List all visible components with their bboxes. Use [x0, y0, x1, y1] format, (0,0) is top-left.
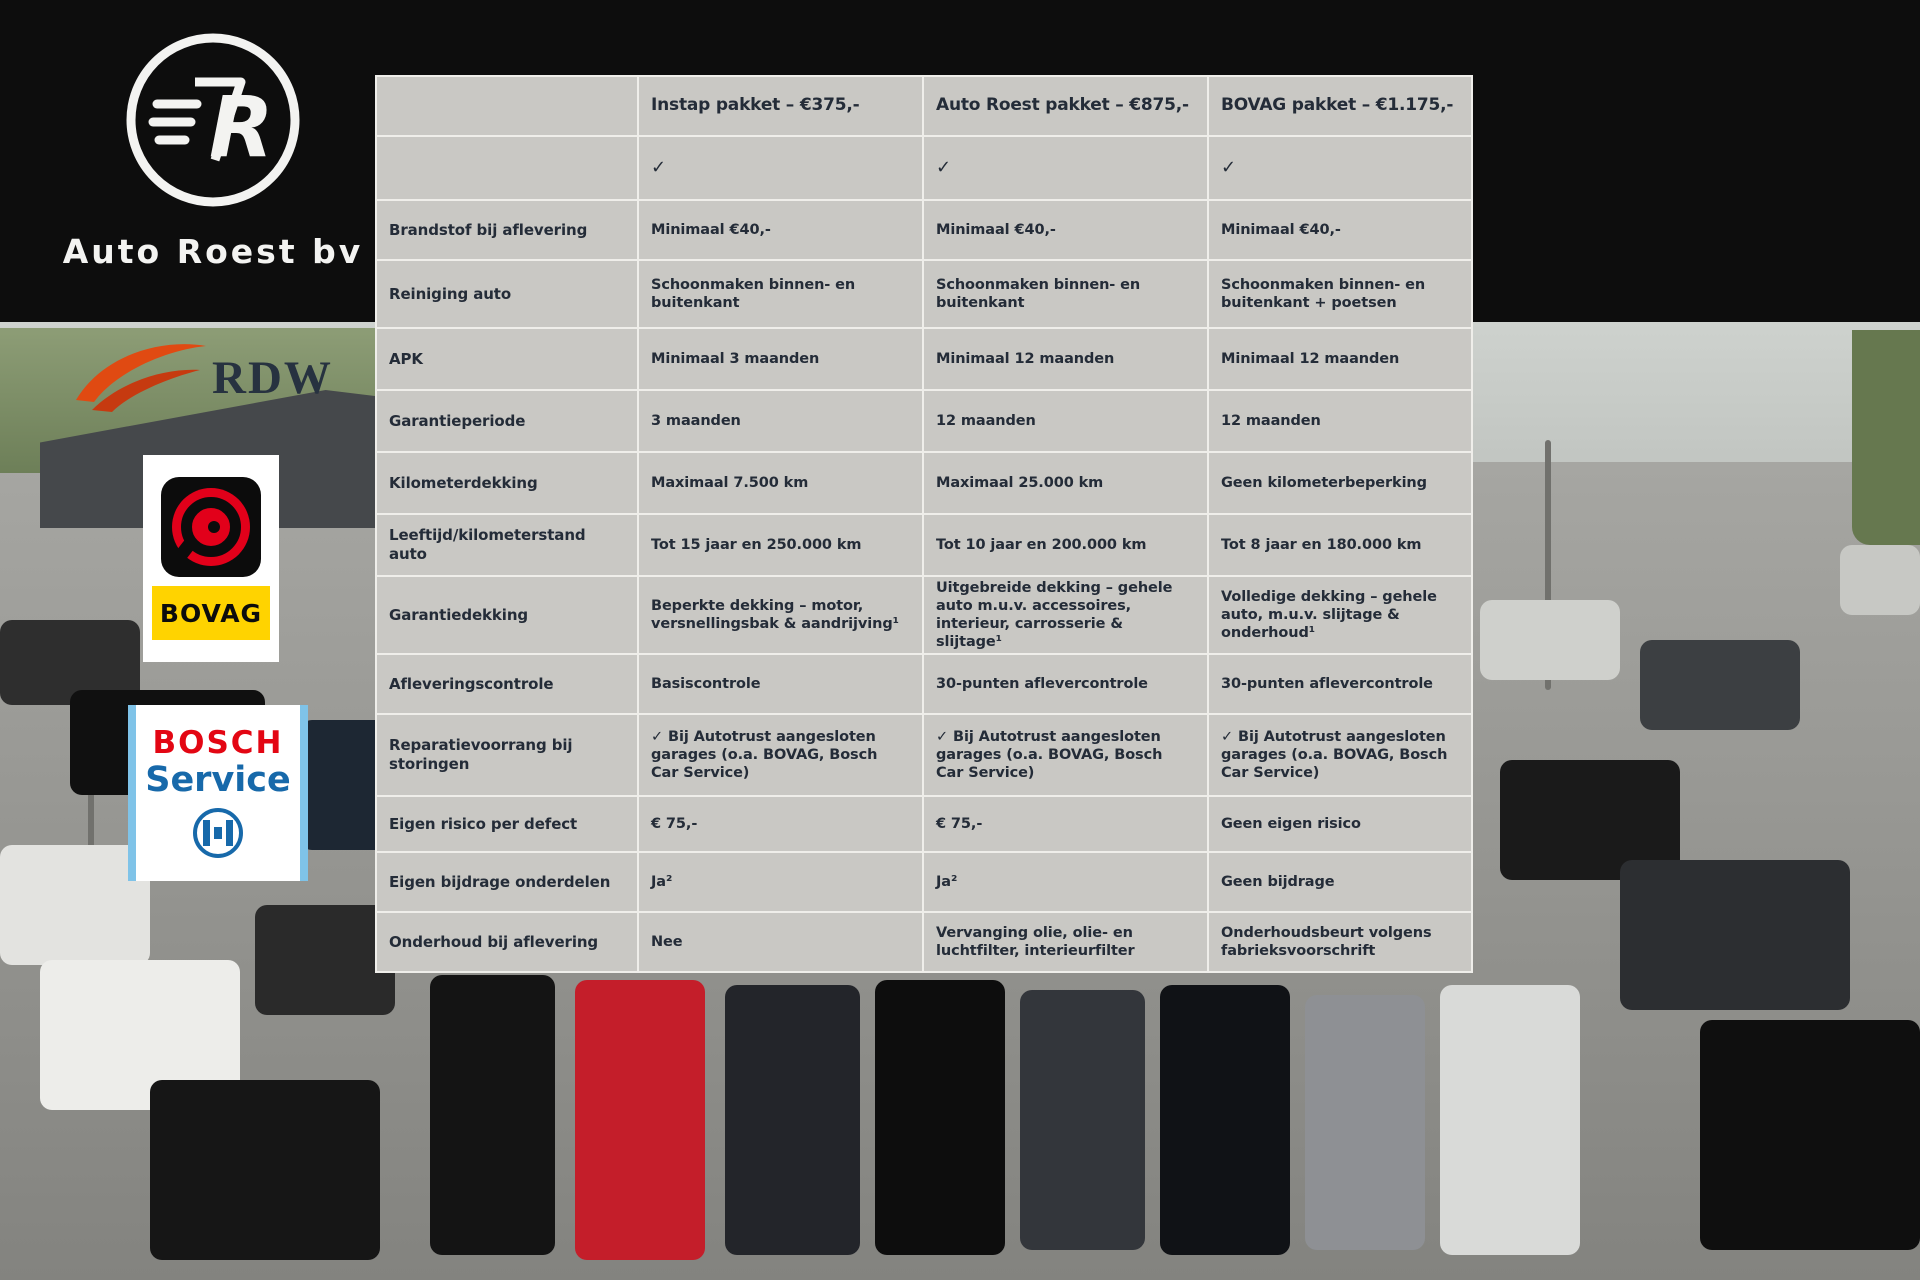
bosch-service-logo	[128, 705, 308, 881]
table-cell: Tot 10 jaar en 200.000 km	[924, 515, 1209, 577]
brand-name: Auto Roest bv	[62, 232, 364, 271]
corner-cell	[377, 77, 639, 137]
row-label: Garantieperiode	[377, 391, 639, 453]
car-shape	[1620, 860, 1850, 1010]
row-label: Onderhoud bij aflevering	[377, 913, 639, 973]
table-cell: Minimaal €40,-	[639, 201, 924, 261]
table-cell: 3 maanden	[639, 391, 924, 453]
table-row	[377, 797, 1473, 853]
table-cell: ✓	[1209, 137, 1473, 201]
table-row	[377, 453, 1473, 515]
auto-roest-brand	[52, 24, 374, 271]
table-cell: Volledige dekking – gehele auto, m.u.v. slijtage & onderhoud¹	[1209, 577, 1473, 655]
table-cell: Geen kilometerbeperking	[1209, 453, 1473, 515]
table-cell: € 75,-	[924, 797, 1209, 853]
car-shape	[1480, 600, 1620, 680]
row-label: Afleveringscontrole	[377, 655, 639, 715]
row-label: Brandstof bij aflevering	[377, 201, 639, 261]
car-shape	[875, 980, 1005, 1255]
row-label: Reparatievoorrang bij storingen	[377, 715, 639, 797]
row-label: Reiniging auto	[377, 261, 639, 329]
table-row	[377, 201, 1473, 261]
table-cell: ✓ Bij Autotrust aangesloten garages (o.a. BOVAG, Bosch Car Service)	[924, 715, 1209, 797]
table-row	[377, 853, 1473, 913]
car-shape	[1840, 545, 1920, 615]
bovag-logo	[143, 455, 279, 662]
table-cell: Maximaal 25.000 km	[924, 453, 1209, 515]
row-label	[377, 137, 639, 201]
table-cell: 12 maanden	[924, 391, 1209, 453]
table-cell: Minimaal €40,-	[1209, 201, 1473, 261]
table-cell: ✓ Bij Autotrust aangesloten garages (o.a. BOVAG, Bosch Car Service)	[639, 715, 924, 797]
bosch-armature-icon	[193, 808, 243, 858]
bovag-emblem-icon	[161, 477, 261, 577]
table-cell: ✓ Bij Autotrust aangesloten garages (o.a. BOVAG, Bosch Car Service)	[1209, 715, 1473, 797]
rdw-logo	[72, 336, 333, 420]
row-label: Leeftijd/kilometerstand auto	[377, 515, 639, 577]
row-label: Kilometerdekking	[377, 453, 639, 515]
rdw-wordmark: RDW	[212, 352, 333, 404]
table-cell: Minimaal 12 maanden	[924, 329, 1209, 391]
car-shape	[725, 985, 860, 1255]
table-row	[377, 515, 1473, 577]
car-shape	[1440, 985, 1580, 1255]
table-cell: Vervanging olie, olie- en luchtfilter, interieurfilter	[924, 913, 1209, 973]
column-header: Auto Roest pakket – €875,-	[924, 77, 1209, 137]
svg-text:R: R	[209, 78, 274, 176]
package-comparison-table	[375, 75, 1473, 973]
table-cell: Ja²	[639, 853, 924, 913]
table-cell: Schoonmaken binnen- en buitenkant	[639, 261, 924, 329]
column-header: BOVAG pakket – €1.175,-	[1209, 77, 1473, 137]
table-row	[377, 577, 1473, 655]
table-cell: Tot 15 jaar en 250.000 km	[639, 515, 924, 577]
table-header-row	[377, 77, 1473, 137]
car-shape	[430, 975, 555, 1255]
table-cell: € 75,-	[639, 797, 924, 853]
table-cell: Uitgebreide dekking – gehele auto m.u.v. accessoires, interieur, carrosserie & slijtage¹	[924, 577, 1209, 655]
car-shape	[1305, 995, 1425, 1250]
table-cell: Geen bijdrage	[1209, 853, 1473, 913]
table-row	[377, 913, 1473, 973]
car-shape	[1700, 1020, 1920, 1250]
table-cell: 30-punten aflevercontrole	[1209, 655, 1473, 715]
column-header: Instap pakket – €375,-	[639, 77, 924, 137]
tree-strip	[1852, 330, 1920, 545]
car-shape	[1020, 990, 1145, 1250]
table-cell: Minimaal 12 maanden	[1209, 329, 1473, 391]
bosch-wordmark: BOSCH	[152, 725, 284, 761]
table-cell: Geen eigen risico	[1209, 797, 1473, 853]
table-cell: Tot 8 jaar en 180.000 km	[1209, 515, 1473, 577]
car-shape	[1640, 640, 1800, 730]
table-row	[377, 261, 1473, 329]
table-cell: Maximaal 7.500 km	[639, 453, 924, 515]
auto-roest-logo-icon	[117, 24, 309, 216]
table-row	[377, 715, 1473, 797]
table-cell: Onderhoudsbeurt volgens fabrieksvoorschrift	[1209, 913, 1473, 973]
table-cell: Schoonmaken binnen- en buitenkant + poetsen	[1209, 261, 1473, 329]
row-label: APK	[377, 329, 639, 391]
table-cell: Nee	[639, 913, 924, 973]
table-cell: Ja²	[924, 853, 1209, 913]
bovag-wordmark: BOVAG	[152, 586, 270, 640]
rdw-wing-icon	[72, 336, 210, 420]
table-cell: ✓	[924, 137, 1209, 201]
table-cell: 12 maanden	[1209, 391, 1473, 453]
row-label: Eigen risico per defect	[377, 797, 639, 853]
table-cell: 30-punten aflevercontrole	[924, 655, 1209, 715]
car-shape	[575, 980, 705, 1260]
table-cell: Beperkte dekking – motor, versnellingsbak & aandrijving¹	[639, 577, 924, 655]
table-row	[377, 391, 1473, 453]
table-cell: ✓	[639, 137, 924, 201]
table-row	[377, 329, 1473, 391]
table-cell: Schoonmaken binnen- en buitenkant	[924, 261, 1209, 329]
table-cell: Minimaal €40,-	[924, 201, 1209, 261]
car-shape	[255, 905, 395, 1015]
table-cell: Minimaal 3 maanden	[639, 329, 924, 391]
table-row	[377, 655, 1473, 715]
table-row	[377, 137, 1473, 201]
car-shape	[150, 1080, 380, 1260]
row-label: Garantiedekking	[377, 577, 639, 655]
car-shape	[1160, 985, 1290, 1255]
table-cell: Basiscontrole	[639, 655, 924, 715]
bosch-service-wordmark: Service	[145, 760, 291, 800]
row-label: Eigen bijdrage onderdelen	[377, 853, 639, 913]
